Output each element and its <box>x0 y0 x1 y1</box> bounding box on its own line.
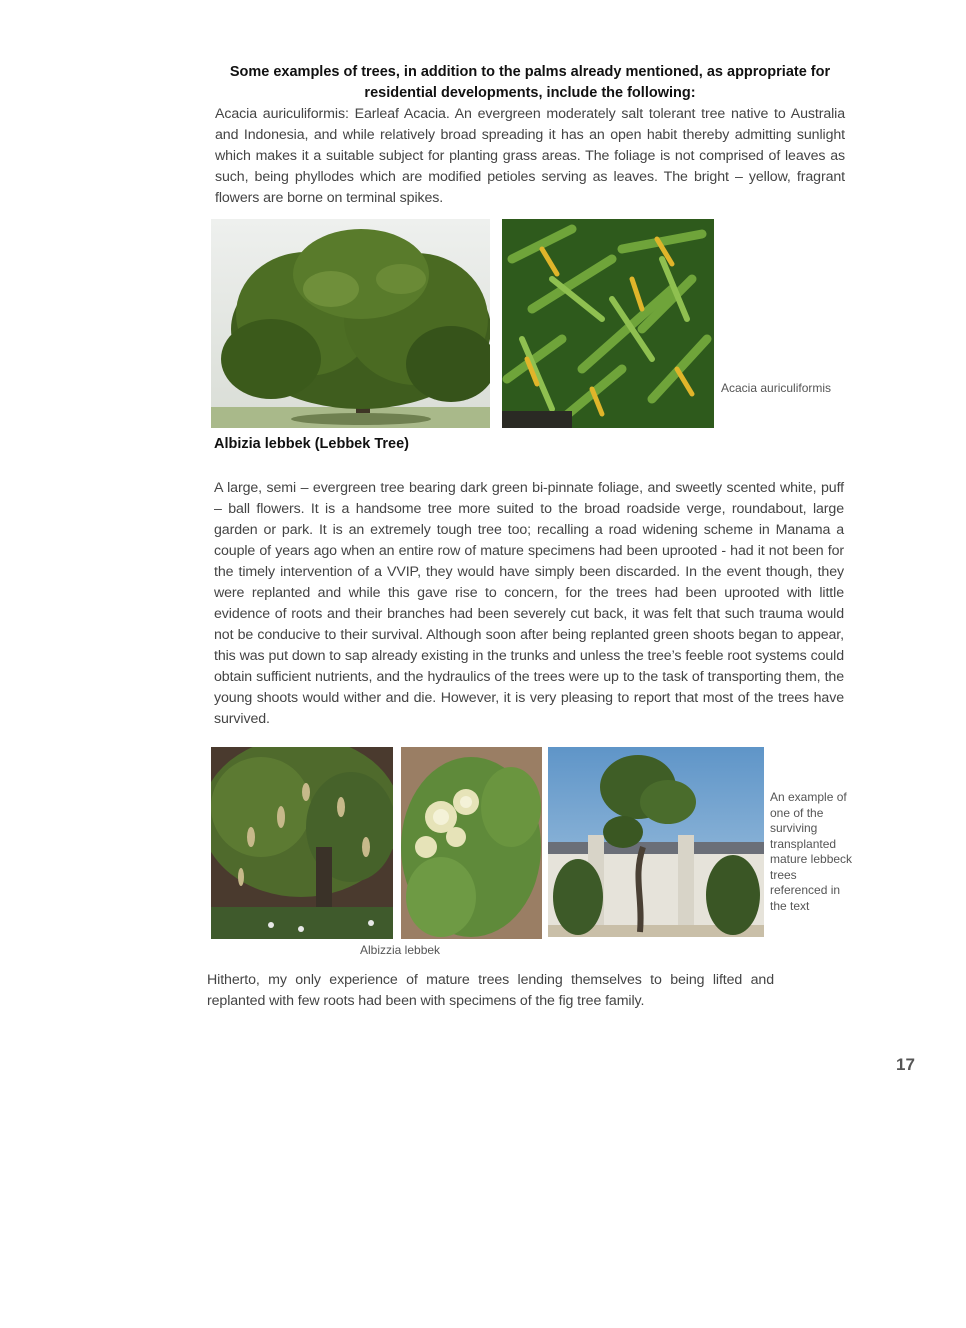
transplanted-caption: An example of one of the surviving transplanted mature lebbeck trees referenced in the text <box>770 790 853 913</box>
section-heading: Some examples of trees, in addition to the palms already mentioned, as appropriate for residential developments, include the following: <box>229 64 831 101</box>
albizia-flower-photo <box>401 747 542 939</box>
albizia-caption: Albizzia lebbek <box>360 943 441 957</box>
albizia-title: Albizia lebbek (Lebbek Tree) <box>214 436 409 452</box>
closing-paragraph: Hitherto, my only experience of mature trees lending themselves to being lifted and replanted with few roots had been with specimens of the fig tree family. <box>207 972 774 1009</box>
albizia-paragraph: A large, semi – evergreen tree bearing dark green bi-pinnate foliage, and sweetly scented white, puff – ball flowers. It is a handsome tree more suited to the broad roadside verge, roundabout, large garden or park. It is an extremely tough tree too; recalling a road widening scheme in Manama a couple of years ago when an entire row of mature specimens had been uprooted - had it not been for the timely intervention of a VVIP, they would have simply been discarded. In the event though, they were replanted and while this gave rise to concern, for the trees had been uprooted with little evidence of roots and their branches had been severely cut back, it was felt that such trauma would not be conducive to their survival. Although soon after being replanted green shoots began to appear, this was put down to sap already existing in the trunks and unless the tree’s feeble root systems could obtain sufficient nutrients, and the hydraulics of the trees were up to the task of transporting them, the young shoots would wither and die. However, it is very pleasing to report that most of the trees have survived. <box>214 480 844 727</box>
acacia-paragraph: Acacia auriculiformis: Earleaf Acacia. An evergreen moderately salt tolerant tree native to Australia and Indonesia, and while relatively broad spreading it has an open habit thereby admitting sunlight which makes it a suitable subject for planting grass areas. The foliage is not comprised of leaves as such, being phyllodes which are modified petioles serving as leaves. The bright – yellow, fragrant flowers are borne on terminal spikes. <box>215 106 845 206</box>
acacia-tree-photo <box>211 219 490 428</box>
page-number: 17 <box>896 1055 915 1074</box>
acacia-foliage-photo <box>502 219 714 428</box>
transplanted-tree-photo <box>548 747 764 937</box>
albizia-tree-photo <box>211 747 393 939</box>
acacia-caption: Acacia auriculiformis <box>721 381 832 395</box>
